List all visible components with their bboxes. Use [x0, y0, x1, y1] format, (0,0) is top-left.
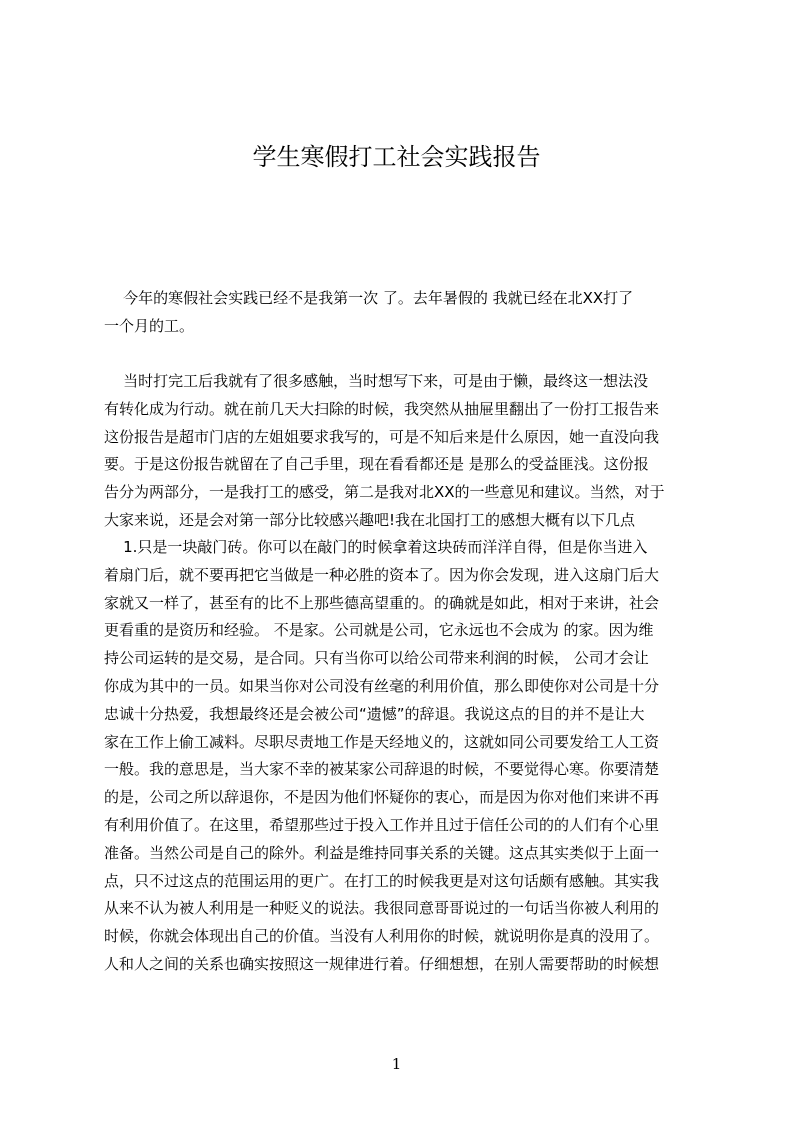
text-line: 更看重的是资历和经验。 不是家。公司就是公司，它永远也不会成为 的家。因为维 [104, 621, 654, 640]
text-line: 准备。当然公司是自己的除外。利益是维持同事关系的关键。这点其实类似于上面一 [104, 843, 660, 862]
text-line: 忠诚十分热爱，我想最终还是会被公司“遗憾”的辞退。我说这点的目的并不是让大 [104, 704, 645, 723]
text-line: 今年的寒假社会实践已经不是我第一次 了。去年暑假的 我就已经在北XX打了 [104, 289, 634, 307]
text-line: 一般。我的意思是，当大家不幸的被某家公司辞退的时候，不要觉得心寒。你要清楚 [104, 760, 660, 779]
text-line: 时候，你就会体现出自己的价值。当没有人利用你的时候，就说明你是真的没用了。 [104, 927, 660, 946]
text-line: 当时打完工后我就有了很多感触，当时想写下来，可是由于懒，最终这一想法没 [104, 372, 649, 390]
text-line: 告分为两部分，一是我打工的感受，第二是我对北XX的一些意见和建议。当然，对于 [104, 483, 665, 502]
text-line: 点，只不过这点的范围运用的更广。在打工的时候我更是对这句话颇有感触。其实我 [104, 871, 660, 890]
text-line: 大家来说，还是会对第一部分比较感兴趣吧!我在北国打工的感想大概有以下几点 [104, 510, 636, 529]
paragraph-1 [104, 285, 714, 341]
text-line: 的是，公司之所以辞退你，不是因为他们怀疑你的衷心，而是因为你对他们来讲不再 [104, 788, 660, 807]
page-number: 1 [391, 1055, 402, 1073]
text-line: 你成为其中的一员。如果当你对公司没有丝毫的利用价值，那么即使你对公司是十分 [104, 676, 660, 695]
text-line: 一个月的工。 [104, 316, 195, 335]
text-line: 从来不认为被人利用是一种贬义的说法。我很同意哥哥说过的一句话当你被人利用的 [104, 899, 660, 918]
text-line: 家就又一样了，甚至有的比不上那些德高望重的。的确就是如此，相对于来讲，社会 [104, 593, 660, 612]
text-line: 人和人之间的关系也确实按照这一规律进行着。仔细想想，在别人需要帮助的时候想 [104, 954, 660, 973]
text-line: 有转化成为行动。就在前几天大扫除的时候，我突然从抽屉里翻出了一份打工报告来 [104, 399, 660, 418]
text-line: 1.只是一块敲门砖。你可以在敲门的时候拿着这块砖而洋洋自得，但是你当进入 [104, 538, 648, 556]
text-line: 有利用价值了。在这里，希望那些过于投入工作并且过于信任公司的的人们有个心里 [104, 815, 660, 834]
paragraph-3 [104, 534, 714, 979]
page-title: 学生寒假打工社会实践报告 [252, 143, 541, 171]
text-line: 要。于是这份报告就留在了自己手里，现在看看都还是 是那么的受益匪浅。这份报 [104, 455, 649, 474]
paragraph-2 [104, 368, 714, 535]
text-line: 家在工作上偷工减料。尽职尽责地工作是天经地义的，这就如同公司要发给工人工资 [104, 732, 660, 751]
text-line: 持公司运转的是交易，是合同。只有当你可以给公司带来利润的时候， 公司才会让 [104, 649, 649, 668]
text-line: 这份报告是超市门店的左姐姐要求我写的，可是不知后来是什么原因，她一直没向我 [104, 427, 660, 446]
text-line: 着扇门后，就不要再把它当做是一种必胜的资本了。因为你会发现，进入这扇门后大 [104, 565, 660, 584]
